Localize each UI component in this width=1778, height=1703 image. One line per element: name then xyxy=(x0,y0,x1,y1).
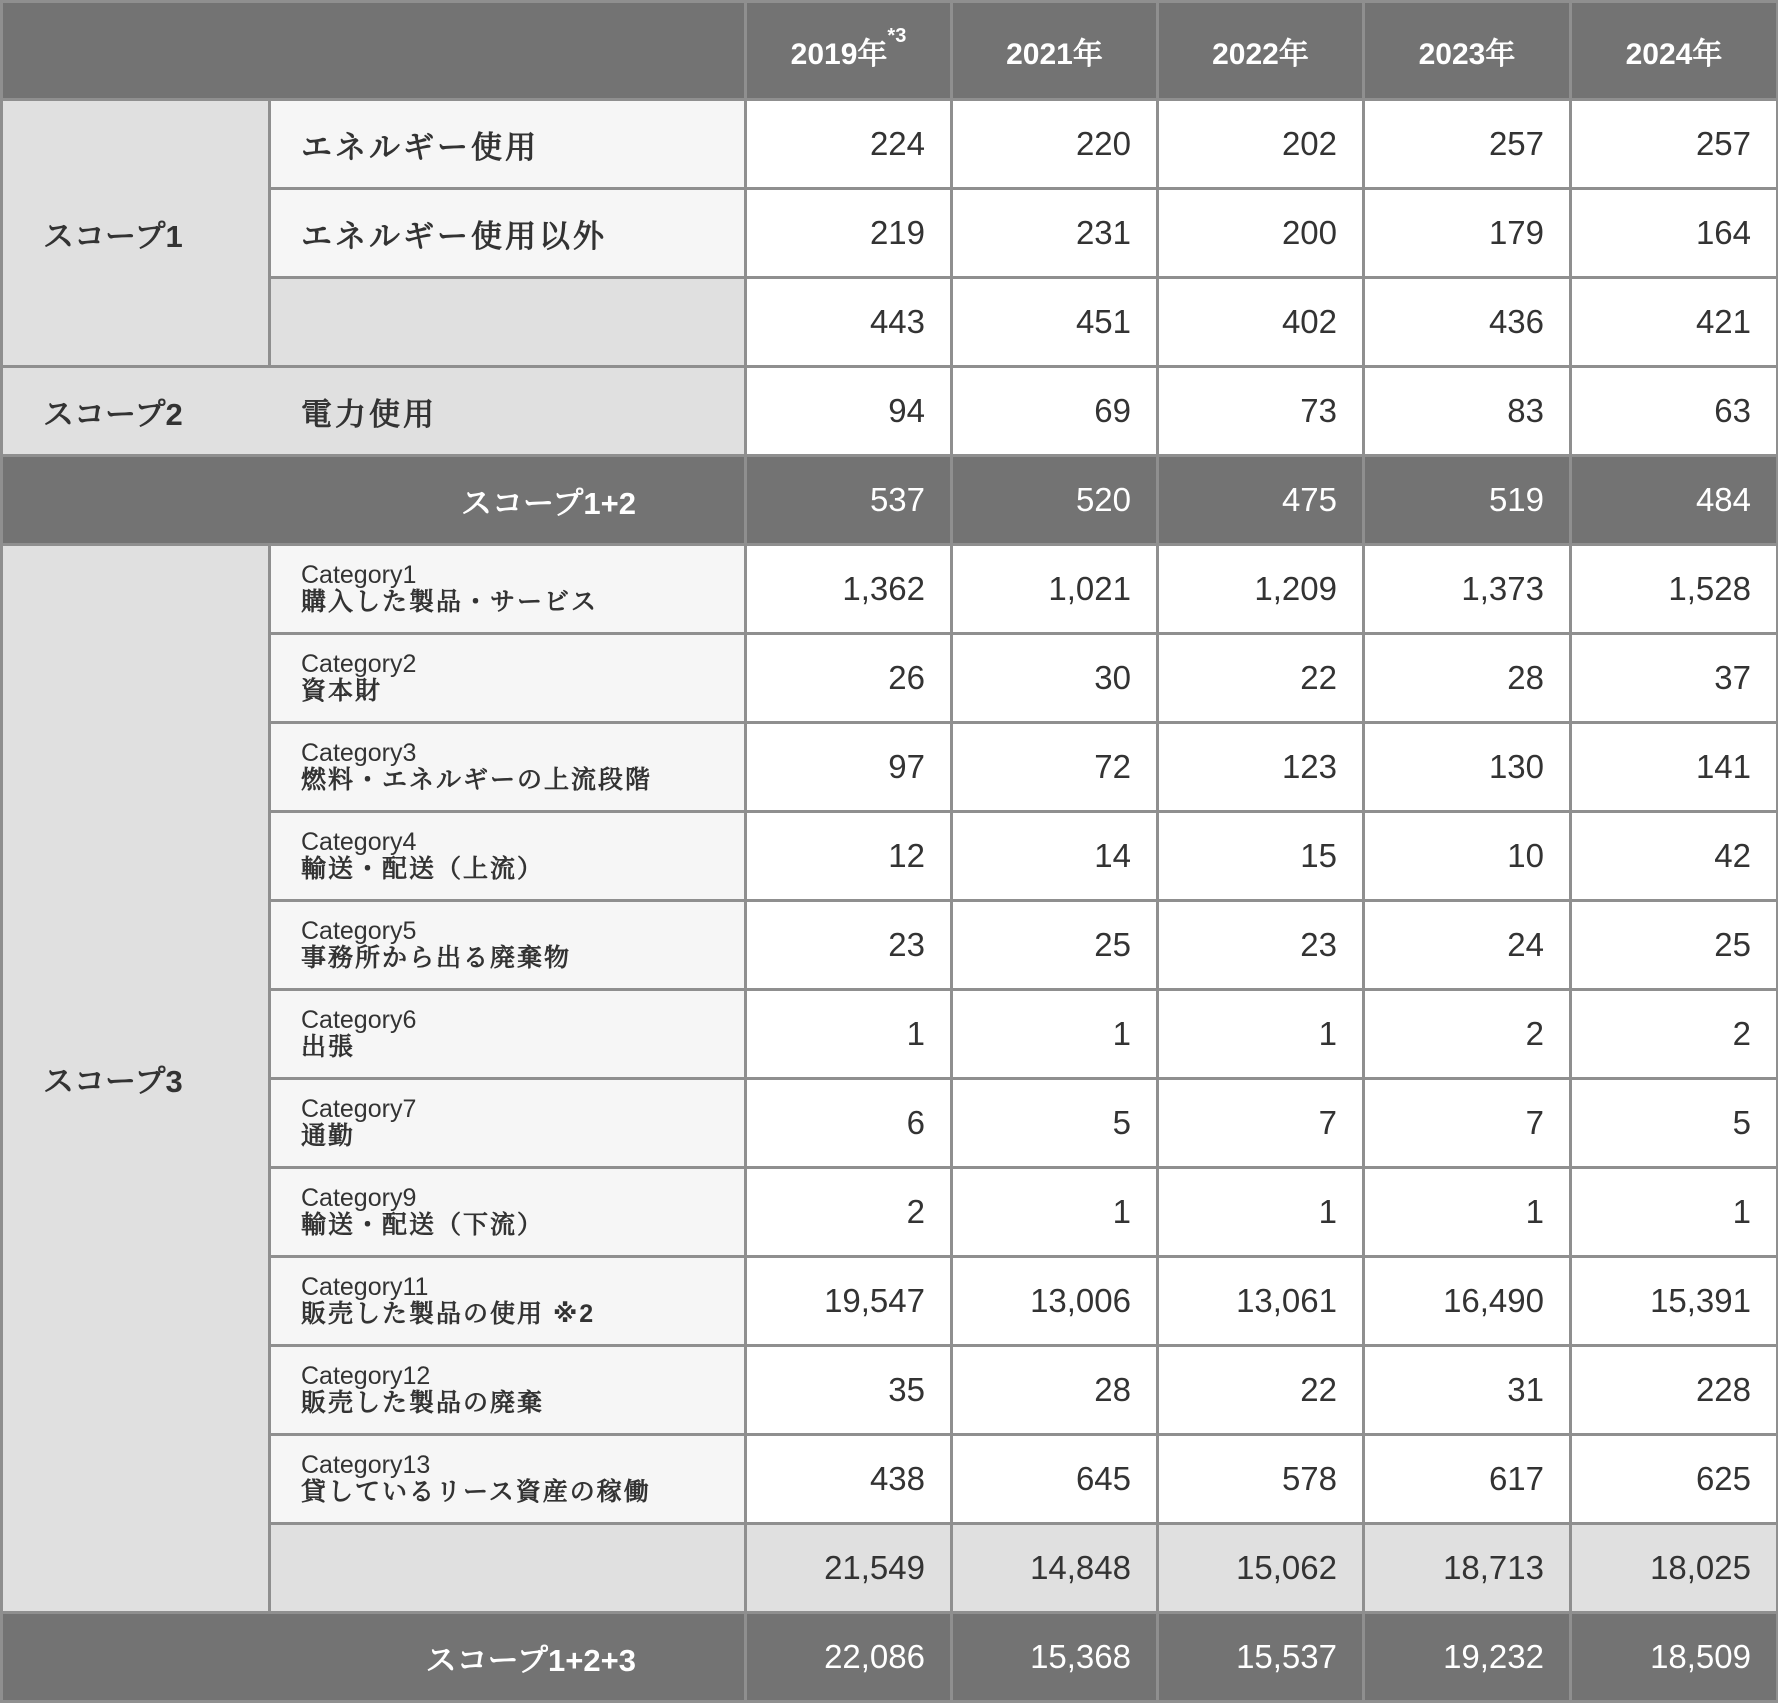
category-name: 輸送・配送（上流） xyxy=(301,855,545,883)
value-cell: 1,373 xyxy=(1364,545,1571,634)
value-cell: 16,490 xyxy=(1364,1257,1571,1346)
year-header-2022: 2022年 xyxy=(1158,2,1364,100)
category-number: Category5 xyxy=(301,917,417,945)
category-name: 貸しているリース資産の稼働 xyxy=(301,1478,651,1506)
category-label xyxy=(270,901,746,990)
category-name: 購入した製品・サービス xyxy=(301,588,599,616)
category-name: 販売した製品の廃棄 xyxy=(301,1389,545,1417)
category-number: Category2 xyxy=(301,650,417,678)
category-number: Category12 xyxy=(301,1362,431,1390)
subtotal-cell: 443 xyxy=(746,278,952,367)
category-number: Category3 xyxy=(301,739,417,767)
value-cell: 25 xyxy=(952,901,1158,990)
value-cell: 219 xyxy=(746,189,952,278)
category-number: Category6 xyxy=(301,1006,417,1034)
year-header-2019: 2019年$^{*3}$ xyxy=(746,2,952,100)
value-cell: 1,528 xyxy=(1571,545,1778,634)
category-label xyxy=(270,545,746,634)
category-number: Category7 xyxy=(301,1095,417,1123)
category-number: Category4 xyxy=(301,828,417,856)
subtotal-cell: 21,549 xyxy=(746,1524,952,1613)
value-cell: 24 xyxy=(1364,901,1571,990)
value-cell: 69 xyxy=(952,367,1158,456)
category-label xyxy=(270,1346,746,1435)
value-cell: 30 xyxy=(952,634,1158,723)
value-cell: 1,362 xyxy=(746,545,952,634)
value-cell: 231 xyxy=(952,189,1158,278)
category-name: 販売した製品の使用 ※2 xyxy=(301,1300,596,1328)
category-name: 通勤 xyxy=(301,1122,356,1150)
scope2-label: スコープ2 xyxy=(2,367,270,456)
category-label xyxy=(270,812,746,901)
value-cell: 83 xyxy=(1364,367,1571,456)
value-cell: 15,391 xyxy=(1571,1257,1778,1346)
value-cell: 28 xyxy=(952,1346,1158,1435)
value-cell: 202 xyxy=(1158,100,1364,189)
value-cell: 73 xyxy=(1158,367,1364,456)
subtotal-cell: 436 xyxy=(1364,278,1571,367)
value-cell: 1 xyxy=(746,990,952,1079)
value-cell: 12 xyxy=(746,812,952,901)
scope2-row xyxy=(2,367,1778,456)
scope1-energy-row xyxy=(2,100,1778,189)
total-cell: 15,368 xyxy=(952,1613,1158,1702)
scope12-label: スコープ1+2 xyxy=(2,456,746,545)
value-cell: 200 xyxy=(1158,189,1364,278)
value-cell: 257 xyxy=(1571,100,1778,189)
value-cell: 1,209 xyxy=(1158,545,1364,634)
total-cell: 18,509 xyxy=(1571,1613,1778,1702)
subtotal-blank-cell xyxy=(270,278,746,367)
category-name: 出張 xyxy=(301,1033,356,1061)
total-cell: 484 xyxy=(1571,456,1778,545)
category-number: Category1 xyxy=(301,561,417,589)
scope3-label: スコープ3 xyxy=(2,545,270,1613)
value-cell: 1 xyxy=(1158,990,1364,1079)
subtotal-cell: 15,062 xyxy=(1158,1524,1364,1613)
category-label xyxy=(270,1079,746,1168)
subtotal-blank-cell xyxy=(270,1524,746,1613)
value-cell: 130 xyxy=(1364,723,1571,812)
year-header-2023: 2023年 xyxy=(1364,2,1571,100)
subtotal-cell: 402 xyxy=(1158,278,1364,367)
scope123-total-row xyxy=(2,1613,1778,1702)
value-cell: 7 xyxy=(1158,1079,1364,1168)
value-cell: 224 xyxy=(746,100,952,189)
value-cell: 6 xyxy=(746,1079,952,1168)
value-cell: 625 xyxy=(1571,1435,1778,1524)
value-cell: 617 xyxy=(1364,1435,1571,1524)
total-cell: 15,537 xyxy=(1158,1613,1364,1702)
category-number: Category11 xyxy=(301,1273,429,1301)
value-cell: 63 xyxy=(1571,367,1778,456)
value-cell: 26 xyxy=(746,634,952,723)
value-cell: 72 xyxy=(952,723,1158,812)
value-cell: 141 xyxy=(1571,723,1778,812)
year-header-2021: 2021年 xyxy=(952,2,1158,100)
value-cell: 19,547 xyxy=(746,1257,952,1346)
scope1-label: スコープ1 xyxy=(2,100,270,367)
category-name: 燃料・エネルギーの上流段階 xyxy=(301,766,653,794)
category-label xyxy=(270,1168,746,1257)
value-cell: 1 xyxy=(1364,1168,1571,1257)
subtotal-cell: 18,025 xyxy=(1571,1524,1778,1613)
value-cell: 2 xyxy=(746,1168,952,1257)
value-cell: 1 xyxy=(1571,1168,1778,1257)
scope12-total-row xyxy=(2,456,1778,545)
category-name: 事務所から出る廃棄物 xyxy=(301,944,572,972)
value-cell: 25 xyxy=(1571,901,1778,990)
value-cell: 22 xyxy=(1158,634,1364,723)
subtotal-cell: 14,848 xyxy=(952,1524,1158,1613)
category-number: Category13 xyxy=(301,1451,431,1479)
scope123-label: スコープ1+2+3 xyxy=(2,1613,746,1702)
value-cell: 645 xyxy=(952,1435,1158,1524)
value-cell: 42 xyxy=(1571,812,1778,901)
subtotal-cell: 18,713 xyxy=(1364,1524,1571,1613)
total-cell: 537 xyxy=(746,456,952,545)
value-cell: 97 xyxy=(746,723,952,812)
value-cell: 438 xyxy=(746,1435,952,1524)
category-label xyxy=(270,990,746,1079)
value-cell: 5 xyxy=(1571,1079,1778,1168)
row-label: 電力使用 xyxy=(270,367,746,456)
value-cell: 94 xyxy=(746,367,952,456)
value-cell: 123 xyxy=(1158,723,1364,812)
value-cell: 35 xyxy=(746,1346,952,1435)
total-cell: 520 xyxy=(952,456,1158,545)
total-cell: 22,086 xyxy=(746,1613,952,1702)
value-cell: 5 xyxy=(952,1079,1158,1168)
value-cell: 28 xyxy=(1364,634,1571,723)
value-cell: 179 xyxy=(1364,189,1571,278)
value-cell: 13,061 xyxy=(1158,1257,1364,1346)
total-cell: 475 xyxy=(1158,456,1364,545)
value-cell: 31 xyxy=(1364,1346,1571,1435)
value-cell: 220 xyxy=(952,100,1158,189)
category-label xyxy=(270,634,746,723)
header-row xyxy=(2,2,1778,100)
value-cell: 13,006 xyxy=(952,1257,1158,1346)
value-cell: 23 xyxy=(746,901,952,990)
value-cell: 1 xyxy=(1158,1168,1364,1257)
category-label xyxy=(270,1435,746,1524)
year-header-2024: 2024年 xyxy=(1571,2,1778,100)
category-number: Category9 xyxy=(301,1184,417,1212)
row-label: エネルギー使用以外 xyxy=(270,189,746,278)
value-cell: 164 xyxy=(1571,189,1778,278)
value-cell: 22 xyxy=(1158,1346,1364,1435)
subtotal-cell: 421 xyxy=(1571,278,1778,367)
value-cell: 23 xyxy=(1158,901,1364,990)
value-cell: 1 xyxy=(952,1168,1158,1257)
scope3-category-row xyxy=(2,545,1778,634)
category-label xyxy=(270,723,746,812)
value-cell: 7 xyxy=(1364,1079,1571,1168)
value-cell: 37 xyxy=(1571,634,1778,723)
category-label xyxy=(270,1257,746,1346)
value-cell: 1,021 xyxy=(952,545,1158,634)
subtotal-cell: 451 xyxy=(952,278,1158,367)
total-cell: 19,232 xyxy=(1364,1613,1571,1702)
row-label: エネルギー使用 xyxy=(270,100,746,189)
value-cell: 228 xyxy=(1571,1346,1778,1435)
category-name: 資本財 xyxy=(301,677,383,705)
category-name: 輸送・配送（下流） xyxy=(301,1211,545,1239)
header-corner-cell xyxy=(2,2,746,100)
value-cell: 1 xyxy=(952,990,1158,1079)
value-cell: 15 xyxy=(1158,812,1364,901)
total-cell: 519 xyxy=(1364,456,1571,545)
value-cell: 257 xyxy=(1364,100,1571,189)
year-footnote-mark: *3 xyxy=(887,24,907,47)
value-cell: 2 xyxy=(1364,990,1571,1079)
value-cell: 578 xyxy=(1158,1435,1364,1524)
value-cell: 14 xyxy=(952,812,1158,901)
value-cell: 10 xyxy=(1364,812,1571,901)
value-cell: 2 xyxy=(1571,990,1778,1079)
